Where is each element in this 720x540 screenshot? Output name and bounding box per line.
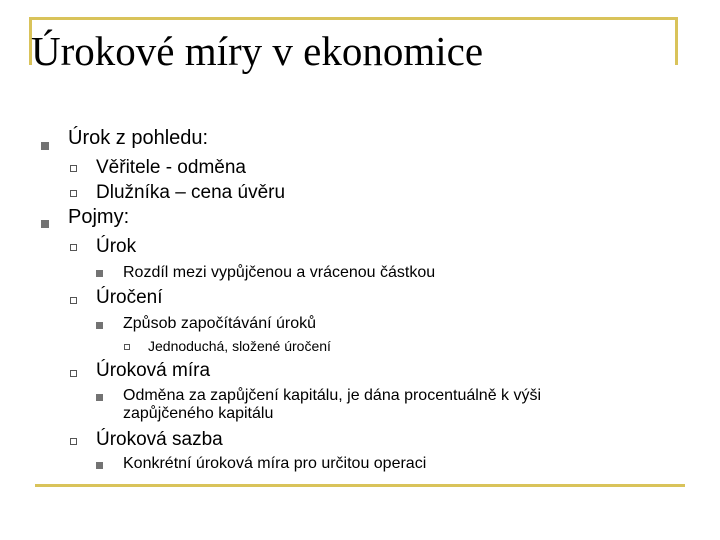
- bullet-text: Věřitele - odměna: [96, 157, 246, 178]
- bullet-text: Úroková míra: [96, 360, 211, 381]
- bullet-text: Konkrétní úroková míra pro určitou operaci: [123, 455, 427, 472]
- frame-bottom: [35, 484, 685, 487]
- bullet-text: Úrok z pohledu:: [68, 127, 209, 149]
- bullet-text: Jednoduchá, složené úročení: [148, 338, 331, 354]
- square-bullet-icon: [96, 270, 103, 277]
- square-bullet-icon: [96, 462, 103, 469]
- bullet-text: Rozdíl mezi vypůjčenou a vrácenou částkou: [123, 264, 436, 281]
- bullet-text: Úroková sazba: [96, 429, 223, 450]
- square-bullet-icon: [96, 394, 103, 401]
- hollow-square-bullet-icon: [70, 297, 77, 304]
- frame-right: [675, 17, 678, 65]
- bullet-text: Úrok: [96, 236, 137, 257]
- bullet-text: Odměna za zapůjčení kapitálu, je dána procentuálně k výši: [123, 387, 542, 404]
- hollow-square-bullet-icon: [70, 438, 77, 445]
- bullet-text: Úročení: [96, 287, 163, 308]
- bullet-text-continued: zapůjčeného kapitálu: [123, 405, 274, 422]
- hollow-square-bullet-icon: [70, 190, 77, 197]
- square-bullet-icon: [96, 322, 103, 329]
- hollow-square-bullet-icon: [70, 370, 77, 377]
- frame-top: [29, 17, 678, 20]
- bullet-text: Způsob započítávání úroků: [123, 315, 317, 332]
- hollow-square-bullet-icon: [124, 344, 130, 350]
- hollow-square-bullet-icon: [70, 165, 77, 172]
- slide-title: Úrokové míry v ekonomice: [31, 28, 484, 74]
- bullet-text: Pojmy:: [68, 206, 130, 228]
- bullet-text: Dlužníka – cena úvěru: [96, 182, 286, 203]
- square-bullet-icon: [41, 220, 49, 228]
- hollow-square-bullet-icon: [70, 244, 77, 251]
- square-bullet-icon: [41, 142, 49, 150]
